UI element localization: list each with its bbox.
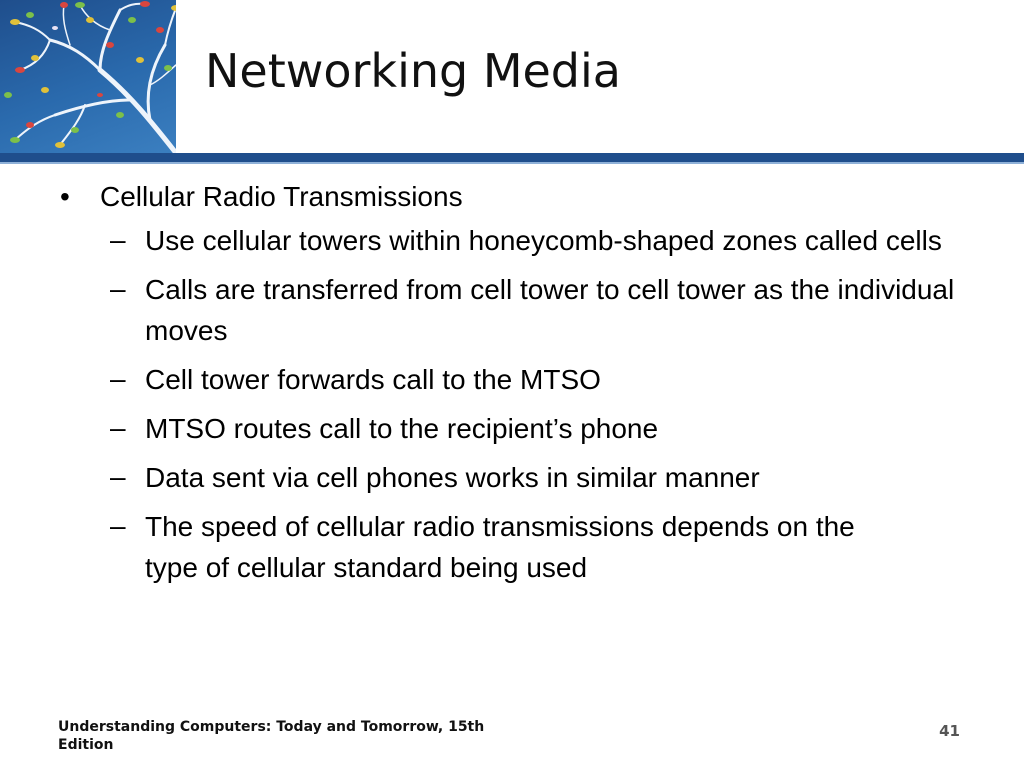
sub-bullet-item	[58, 457, 988, 498]
sub-bullet-item	[58, 506, 988, 588]
sub-bullet-text: The speed of cellular radio transmissions depends on the type of cellular standard being used	[145, 511, 855, 583]
sub-bullet-text: Cell tower forwards call to the MTSO	[145, 364, 601, 395]
footer-book-title: Understanding Computers: Today and Tomorrow, 15th Edition	[58, 719, 485, 753]
sub-bullet-text: Use cellular towers within honeycomb-shaped zones called cells	[145, 225, 942, 256]
sub-bullet-item	[58, 359, 988, 400]
tree-branch-icon	[0, 0, 176, 153]
slide-body	[58, 178, 988, 596]
sub-bullet-text: MTSO routes call to the recipient’s phone	[145, 413, 659, 444]
sub-bullet-text: Calls are transferred from cell tower to cell tower as the individual moves	[145, 274, 955, 346]
page-number: 41	[939, 722, 960, 740]
title-divider-accent	[0, 162, 1024, 164]
bullet-icon: •	[60, 181, 70, 212]
sub-bullet-item	[58, 220, 988, 261]
slide-title: Networking Media	[205, 44, 621, 98]
dash-icon: –	[110, 363, 126, 394]
sub-bullet-item	[58, 269, 988, 351]
dash-icon: –	[110, 224, 126, 255]
dash-icon: –	[110, 461, 126, 492]
tree-branch-illustration	[0, 0, 176, 153]
sub-bullet-item	[58, 408, 988, 449]
dash-icon: –	[110, 510, 126, 541]
dash-icon: –	[110, 273, 126, 304]
title-divider	[0, 153, 1024, 162]
bullet-item	[58, 178, 988, 216]
sub-bullet-text: Data sent via cell phones works in similar manner	[145, 462, 760, 493]
bullet-text: Cellular Radio Transmissions	[100, 181, 463, 212]
sub-bullet-list	[58, 220, 988, 588]
dash-icon: –	[110, 412, 126, 443]
